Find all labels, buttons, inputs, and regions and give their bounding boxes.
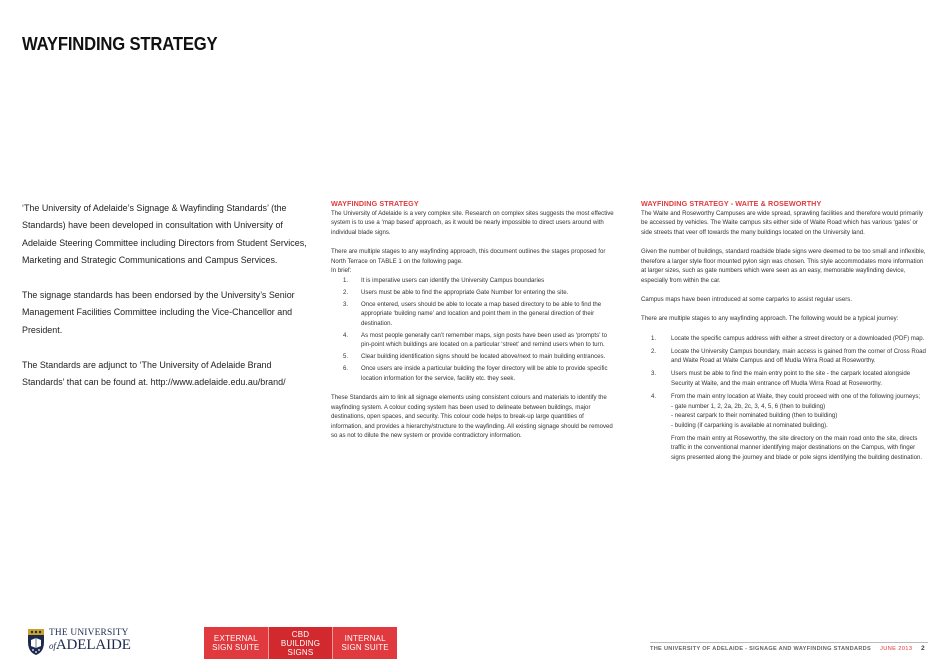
waite-roseworthy-column	[641, 199, 926, 472]
crest-icon	[27, 628, 45, 656]
nav-cbd-building-signs[interactable]	[269, 627, 333, 659]
nav-label: EXTERNAL SIGN SUITE	[212, 634, 260, 652]
body-paragraph: The University of Adelaide is a very complex site. Research on complex sites suggests the most effective system is to use a ‘map based’ approach, as it would be nearly impossible to direct users around with individual blade signs.	[331, 209, 614, 236]
journey-option: - building (if carparking is available at nominated building).	[671, 421, 828, 429]
list-item	[641, 392, 926, 463]
intro-text	[22, 200, 312, 409]
page-title: WAYFINDING STRATEGY	[22, 33, 218, 54]
nav-internal-sign-suite[interactable]	[333, 627, 397, 659]
body-paragraph: These Standards aim to link all signage elements using consistent colours and materials to identify the wayfinding system. A colour coding system has been used to delineate between buildings, major destinations, open spaces, and security. This colour code helps to break-up large quantities of information, and provides a hierarchy/structure to the wayfinding. All existing signage should be removed so as not to dilute the new system or provide contradictory information.	[331, 393, 613, 440]
list-number: 4.	[651, 392, 657, 400]
body-paragraph: Given the number of buildings, standard roadside blade signs were deemed to be too small and inflexible, therefore a larger style floor mounted pylon sign was chosen. This style accommodates more information at larger sizes, such as gate numbers which were seen as an easy, memorable wayfinding device, especially from within the car.	[641, 248, 926, 284]
section-heading: WAYFINDING STRATEGY - WAITE & ROSEWORTHY	[641, 199, 822, 208]
intro-paragraph: The Standards are adjunct to ‘The University of Adelaide Brand Standards’ that can be found at. http://www.adelaide.edu.au/brand/	[22, 359, 286, 389]
journey-option: - gate number 1, 2, 2a, 2b, 2c, 3, 4, 5, 6 (then to building)	[671, 402, 826, 410]
list-item	[641, 369, 926, 388]
footer-divider	[650, 642, 928, 643]
body-paragraph: Campus maps have been introduced at some carparks to assist regular users.	[641, 296, 853, 304]
list-item	[641, 347, 926, 366]
body-paragraph: There are multiple stages to any wayfinding approach, this document outlines the stages proposed for North Terrace on TABLE 1 on the following page.	[331, 248, 606, 265]
list-number: 3.	[343, 300, 349, 308]
list-item	[331, 331, 616, 350]
nav-label: INTERNAL SIGN SUITE	[341, 634, 389, 652]
wayfinding-strategy-column	[331, 199, 616, 451]
sign-suite-nav	[204, 627, 397, 659]
footer-document-title: THE UNIVERSITY OF ADELAIDE - SIGNAGE AND WAYFINDING STANDARDS	[650, 646, 872, 652]
list-item	[331, 276, 616, 286]
body-paragraph: The Waite and Roseworthy Campuses are wide spread, sprawling facilities and therefore would primarily be accessed by vehicles. The Waite campus sits either side of Waite Road which has various ‘gates’ or side streets that veer off towards the many buildings located on the University land.	[641, 209, 923, 236]
list-text: Locate the specific campus address with either a street directory or a downloaded (PDF) map.	[671, 334, 925, 342]
list-item	[331, 300, 616, 329]
nav-external-sign-suite[interactable]	[204, 627, 268, 659]
journey-option: - nearest carpark to their nominated building (then to building)	[671, 412, 838, 420]
logo-line-1: THE UNIVERSITY	[49, 628, 129, 638]
section-heading: WAYFINDING STRATEGY	[331, 199, 419, 208]
list-number: 6.	[343, 365, 349, 373]
list-item	[331, 352, 616, 362]
logo-line-2	[49, 637, 131, 654]
list-text: Once entered, users should be able to locate a map based directory to be able to find the appropriate ‘building name’ and location and point them in the general direction of their destination.	[361, 300, 602, 327]
brief-label: In brief:	[331, 267, 352, 275]
list-text: Users must be able to find the main entry point to the site - the carpark located alongside Security at Waite, and the main entrance off Mudla Wirra Road at Roseworthy.	[671, 370, 911, 387]
journey-list	[641, 334, 926, 463]
list-number: 1.	[343, 276, 349, 284]
page-number: 2	[921, 645, 925, 652]
nav-label: CBD BUILDING SIGNS	[280, 629, 321, 657]
list-number: 1.	[651, 334, 657, 342]
list-text: As most people generally can’t remember maps, sign posts have been used as ‘prompts’ to pin-point which buildings are located on a particular ‘street’ and remind users when to turn.	[361, 331, 608, 349]
footer-date: JUNE 2013	[880, 646, 913, 652]
list-text: Locate the University Campus boundary, main access is gained from the corner of Cross Road and Waite Road at Waite Campus and off Mudla Wirra Road at Roseworthy.	[671, 347, 926, 365]
body-paragraph: There are multiple stages to any wayfinding approach. The following would be a typical journey:	[641, 315, 899, 323]
list-text: From the main entry location at Waite, they could proceed with one of the following journeys;	[671, 392, 921, 400]
intro-paragraph: The signage standards has been endorsed by the University’s Senior Management Facilities Committee including the Vice-Chancellor and President.	[22, 290, 295, 336]
list-text: Once users are inside a particular building the foyer directory will be able to provide specific location information for the service, facility etc. they seek.	[361, 365, 608, 382]
logo-adelaide: ADELAIDE	[55, 637, 131, 653]
list-number: 4.	[343, 331, 349, 339]
list-item	[331, 364, 616, 383]
logo-of: of	[49, 641, 56, 651]
list-number: 2.	[651, 347, 657, 355]
list-text: Clear building identification signs should be located above/next to main building entrances.	[361, 353, 606, 361]
list-text: From the main entry at Roseworthy, the site directory on the main road onto the site, directs traffic in the conventional manner identifying major destinations on the Campus, with finger signs presented along the journey and blade or pole signs identifying the building destination.	[671, 434, 923, 462]
list-text: It is imperative users can identify the University Campus boundaries	[361, 276, 545, 284]
list-item	[331, 288, 616, 298]
intro-paragraph: ‘The University of Adelaide’s Signage & Wayfinding Standards’ (the Standards) have been developed in consultation with University of Adelaide Steering Committee including Directors from Student Services, Marketing and Strategic Communications and Campus Services.	[22, 203, 307, 267]
list-number: 5.	[343, 353, 349, 361]
university-logo[interactable]	[27, 628, 131, 658]
stages-list	[331, 276, 616, 383]
list-number: 3.	[651, 370, 657, 378]
list-number: 2.	[343, 288, 349, 296]
list-item	[641, 334, 926, 344]
list-text: Users must be able to find the appropriate Gate Number for entering the site.	[361, 288, 569, 296]
